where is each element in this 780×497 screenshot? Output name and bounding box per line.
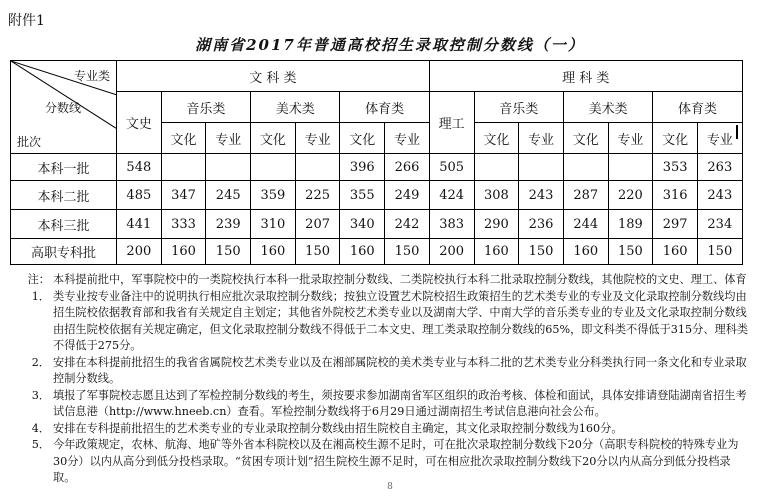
- score-cell: 548: [117, 154, 162, 181]
- note-number: 注：1．: [27, 273, 50, 303]
- score-cell: 333: [161, 210, 206, 239]
- score-cell: 225: [295, 181, 340, 210]
- batch-name: 本科二批: [11, 181, 117, 210]
- arts-literature-header: 文史: [117, 92, 162, 154]
- note-item: [10, 355, 750, 388]
- score-cell: 160: [161, 239, 206, 265]
- culture-header: 文化: [251, 123, 296, 154]
- score-cell: 316: [653, 181, 698, 210]
- major-type-label: 专业类: [73, 69, 110, 83]
- score-cell: 340: [340, 210, 385, 239]
- score-cell: 236: [519, 210, 564, 239]
- score-cell: 396: [340, 154, 385, 181]
- science-group-header: 理 科 类: [429, 61, 742, 92]
- score-cell: 244: [563, 210, 608, 239]
- score-cell: 160: [474, 239, 519, 265]
- score-cell: [295, 154, 340, 181]
- score-cell: 207: [295, 210, 340, 239]
- major-header: 专业: [519, 123, 564, 154]
- score-cell: 249: [385, 181, 430, 210]
- score-cell: 266: [385, 154, 430, 181]
- score-cell: 297: [653, 210, 698, 239]
- science-engineering-header: 理工: [429, 92, 474, 154]
- note-item: [10, 388, 750, 421]
- score-cell: 347: [161, 181, 206, 210]
- culture-header: 文化: [161, 123, 206, 154]
- score-cell: 160: [563, 239, 608, 265]
- score-cell: 308: [474, 181, 519, 210]
- batch-label: 批次: [17, 135, 42, 149]
- note-item: [10, 272, 750, 355]
- score-cell: 290: [474, 210, 519, 239]
- score-cell: 441: [117, 210, 162, 239]
- note-number: 4．: [31, 421, 50, 435]
- page-number: 8: [387, 482, 393, 492]
- note-text: 安排在本科提前批招生的我省省属院校艺术类专业以及在湘部属院校的美术类专业与本科二批的艺术类专业分科类执行同一条文化和专业录取控制分数线。: [53, 355, 747, 385]
- score-cell: 150: [385, 239, 430, 265]
- score-cell: 160: [340, 239, 385, 265]
- major-header: 专业: [697, 123, 742, 154]
- score-cell: 150: [206, 239, 251, 265]
- score-cell: 234: [697, 210, 742, 239]
- score-cell: [608, 154, 653, 181]
- score-cell: 220: [608, 181, 653, 210]
- major-header: 专业: [385, 123, 430, 154]
- note-text: 今年政策规定，农林、航海、地矿等外省本科院校以及在湘高校生源不足时，可在批次录取控制分数线下20分（高职专科院校的特殊专业为30分）以内从高分到低分投档录取。“贫困专项计划”招生院校生源不足时，可在相应批次录取控制分数线下20分以内从高分到低分投档录取。: [53, 438, 739, 484]
- note-number: 2．: [31, 355, 50, 369]
- score-cell: 200: [429, 239, 474, 265]
- note-text: 本科提前批中，军事院校中的一类院校执行本科一批录取控制分数线、二类院校执行本科二批录取控制分数线，其他院校的文史、理工、体育类专业按专业备注中的说明执行相应批次录取控制分数线；按独立设置艺术院校招生政策招生的艺术类专业的专业及文化录取控制分数线均由招生院校依据教育部和我省有关规定自主划定；其他省外院校艺术类专业以及湖南大学、中南大学的音乐类专业的专业及文化录取控制分数线由招生院校依据有关规定确定，但文化录取控制分数线不得低于二本文史、理工类录取控制分数线的65%，即文科类不得低于315分、理科类不得低于275分。: [53, 273, 749, 352]
- score-table: [10, 60, 743, 265]
- diagonal-header-cell: [11, 61, 117, 154]
- score-cell: 505: [429, 154, 474, 181]
- table-row: [11, 154, 743, 181]
- score-cell: 150: [697, 239, 742, 265]
- score-cell: [563, 154, 608, 181]
- note-text: 填报了军事院校志愿且达到了军检控制分数线的考生，须按要求参加湖南省军区组织的政治考核、体检和面试，具体安排请登陆湖南省招生考试信息港（http://www.hneeb.cn）查看。军检控制分数线将于6月29日通过湖南招生考试信息港向社会公布。: [53, 388, 747, 418]
- score-cell: 485: [117, 181, 162, 210]
- major-header: 专业: [295, 123, 340, 154]
- score-cell: 359: [251, 181, 296, 210]
- score-line-label: 分数线: [45, 101, 82, 115]
- score-cell: 353: [653, 154, 698, 181]
- score-cell: 150: [295, 239, 340, 265]
- score-cell: 383: [429, 210, 474, 239]
- score-cell: [206, 154, 251, 181]
- arts-fine-arts-header: 美术类: [251, 92, 340, 123]
- score-cell: 263: [697, 154, 742, 181]
- score-cell: 189: [608, 210, 653, 239]
- batch-name: 本科三批: [11, 210, 117, 239]
- note-number: 3．: [31, 388, 50, 402]
- attachment-label: 附件1: [8, 13, 45, 29]
- score-cell: 243: [697, 181, 742, 210]
- score-cell: 160: [653, 239, 698, 265]
- note-item: [10, 421, 750, 438]
- culture-header: 文化: [340, 123, 385, 154]
- score-cell: 243: [519, 181, 564, 210]
- science-music-header: 音乐类: [474, 92, 563, 123]
- score-cell: 245: [206, 181, 251, 210]
- note-item: [10, 437, 750, 487]
- batch-name: 本科一批: [11, 154, 117, 181]
- score-cell: 239: [206, 210, 251, 239]
- score-cell: 242: [385, 210, 430, 239]
- culture-header: 文化: [653, 123, 698, 154]
- notes-section: [10, 272, 750, 487]
- score-cell: 150: [519, 239, 564, 265]
- score-cell: 160: [251, 239, 296, 265]
- science-sports-header: 体育类: [653, 92, 742, 123]
- culture-header: 文化: [563, 123, 608, 154]
- document-title: 湖南省2017年普通高校招生录取控制分数线（一）: [195, 36, 585, 54]
- score-cell: 424: [429, 181, 474, 210]
- score-cell: 200: [117, 239, 162, 265]
- science-fine-arts-header: 美术类: [563, 92, 652, 123]
- score-cell: 150: [608, 239, 653, 265]
- major-header: 专业: [206, 123, 251, 154]
- arts-sports-header: 体育类: [340, 92, 429, 123]
- major-header: 专业: [608, 123, 653, 154]
- score-cell: [251, 154, 296, 181]
- score-cell: 287: [563, 181, 608, 210]
- arts-music-header: 音乐类: [161, 92, 250, 123]
- score-cell: 355: [340, 181, 385, 210]
- culture-header: 文化: [474, 123, 519, 154]
- arts-group-header: 文 科 类: [117, 61, 430, 92]
- batch-name: 高职专科批: [11, 239, 117, 265]
- score-cell: [161, 154, 206, 181]
- note-number: 5．: [31, 438, 50, 451]
- score-cell: 310: [251, 210, 296, 239]
- table-row: [11, 239, 743, 265]
- edge-mark: [736, 125, 738, 139]
- table-row: [11, 181, 743, 210]
- table-row: [11, 210, 743, 239]
- score-cell: [519, 154, 564, 181]
- note-text: 安排在专科提前批招生的艺术类专业的专业录取控制分数线由招生院校自主确定，其文化录取控制分数线为160分。: [53, 421, 623, 435]
- score-cell: [474, 154, 519, 181]
